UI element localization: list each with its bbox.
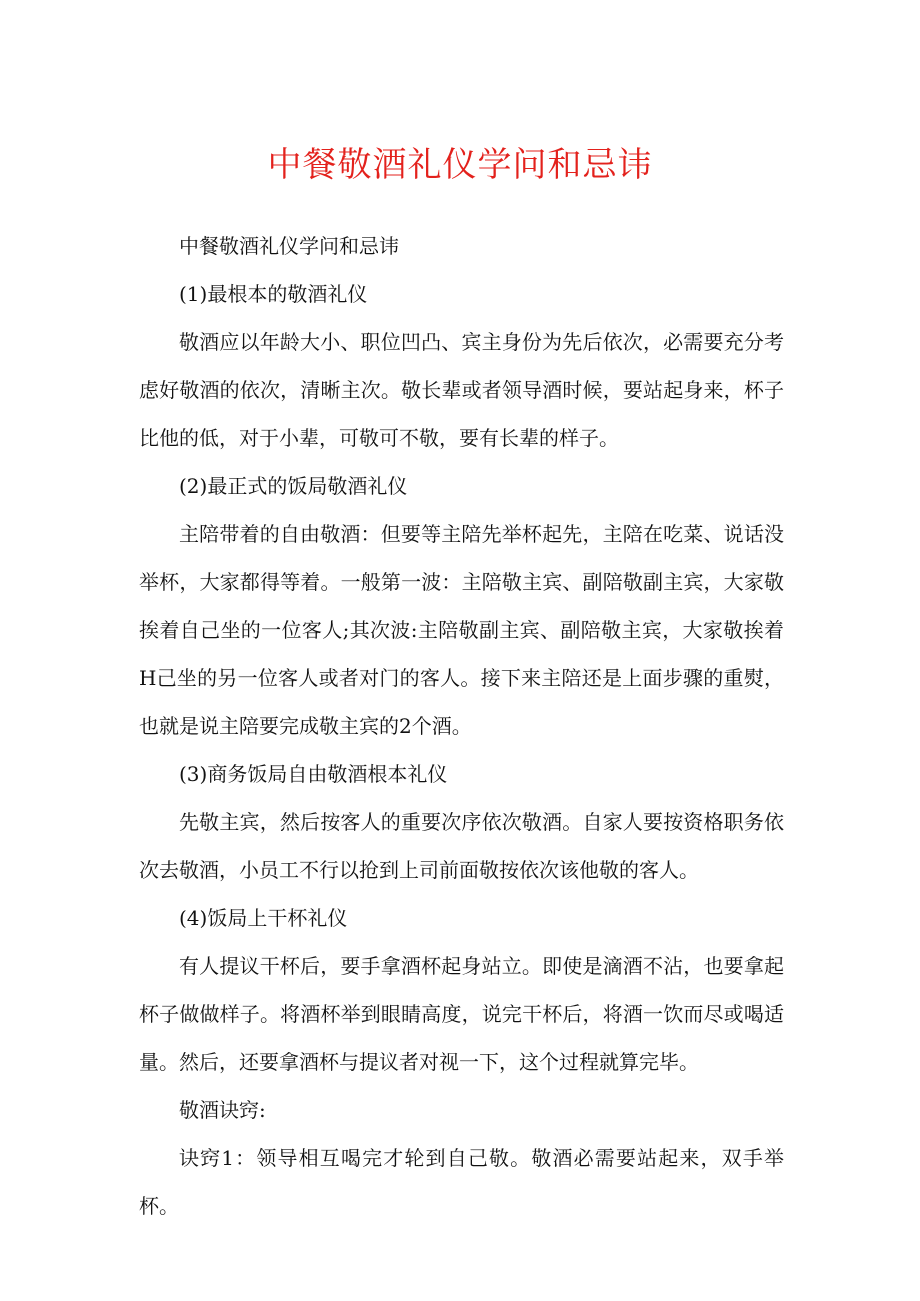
tip-1: 诀窍1：领导相互喝完才轮到自己敬。敬酒必需要站起来，双手举杯。: [139, 1146, 784, 1218]
paragraph-section-1: 敬酒应以年龄大小、职位凹凸、宾主身份为先后依次，必需要充分考虑好敬酒的依次，清晰主次。敬长辈或者领导酒时候，要站起身来，杯子比他的低，对于小辈，可敬可不敬，要有长辈的样子。: [139, 330, 784, 450]
section-heading-4: (4)饭局上干杯礼仪: [179, 906, 348, 930]
tips-heading: 敬酒诀窍:: [179, 1098, 266, 1122]
document-body: [139, 222, 784, 1230]
section-heading-1: (1)最根本的敬酒礼仪: [179, 282, 368, 306]
paragraph-section-4: 有人提议干杯后，要手拿酒杯起身站立。即使是滴酒不沾，也要拿起杯子做做样子。将酒杯举到眼睛高度，说完干杯后，将酒一饮而尽或喝适量。然后，还要拿酒杯与提议者对视一下，这个过程就算完毕。: [139, 954, 784, 1074]
document-title: 中餐敬酒礼仪学问和忌讳: [267, 145, 653, 185]
paragraph-section-2: 主陪带着的自由敬酒：但要等主陪先举杯起先，主陪在吃菜、说话没举杯，大家都得等着。一般第一波：主陪敬主宾、副陪敬副主宾，大家敬挨着自己坐的一位客人;其次波:主陪敬副主宾、副陪敬主宾，大家敬挨着H己坐的另一位客人或者对门的客人。接下来主陪还是上面步骤的重熨，也就是说主陪要完成敬主宾的2个酒。: [139, 522, 784, 738]
section-heading-3: (3)商务饭局自由敬酒根本礼仪: [179, 762, 448, 786]
section-heading-2: (2)最正式的饭局敬酒礼仪: [179, 474, 408, 498]
paragraph-subtitle: 中餐敬酒礼仪学问和忌讳: [179, 234, 399, 258]
paragraph-section-3: 先敬主宾，然后按客人的重要次序依次敬酒。自家人要按资格职务依次去敬酒，小员工不行以抢到上司前面敬按依次该他敬的客人。: [139, 810, 784, 882]
